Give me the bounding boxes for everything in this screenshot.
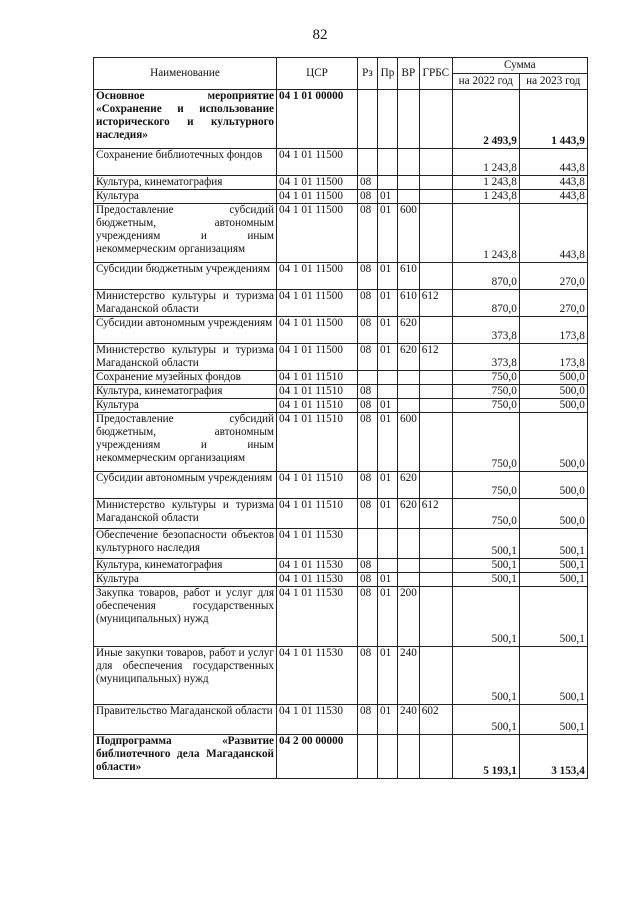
row-name: Культура, кинематография [94, 559, 277, 573]
table-row [94, 149, 588, 176]
row-sum-2022: 1 243,8 [452, 204, 519, 263]
row-pr: 01 [378, 472, 398, 499]
row-grbs [419, 587, 452, 647]
row-sum-2023: 500,1 [519, 705, 587, 735]
row-rz: 08 [358, 176, 378, 190]
row-rz: 08 [358, 573, 378, 587]
row-grbs [419, 317, 452, 344]
row-pr: 01 [378, 499, 398, 529]
table-row [94, 735, 588, 779]
row-rz: 08 [358, 705, 378, 735]
row-pr [378, 559, 398, 573]
row-csr: 04 1 01 11500 [277, 204, 358, 263]
row-name: Культура [94, 399, 277, 413]
row-rz [358, 529, 378, 559]
row-sum-2022: 750,0 [452, 413, 519, 472]
table-row [94, 176, 588, 190]
row-csr: 04 1 01 11510 [277, 399, 358, 413]
row-csr: 04 1 01 11530 [277, 587, 358, 647]
row-grbs: 612 [419, 499, 452, 529]
table-row [94, 399, 588, 413]
row-rz: 08 [358, 263, 378, 290]
row-vr [398, 573, 420, 587]
table-row [94, 190, 588, 204]
row-name: Министерство культуры и туризма Магаданской области [94, 344, 277, 371]
row-grbs: 612 [419, 290, 452, 317]
row-name: Предоставление субсидий бюджетным, автономным учреждениям и иным некоммерческим организациям [94, 204, 277, 263]
row-pr [378, 371, 398, 385]
row-sum-2022: 2 493,9 [452, 90, 519, 149]
row-rz: 08 [358, 472, 378, 499]
row-csr: 04 1 01 11500 [277, 149, 358, 176]
row-csr: 04 1 01 11530 [277, 529, 358, 559]
table-row [94, 472, 588, 499]
row-sum-2022: 500,1 [452, 587, 519, 647]
row-vr: 620 [398, 317, 420, 344]
header-pr: Пр [378, 58, 398, 90]
row-rz: 08 [358, 587, 378, 647]
row-pr: 01 [378, 317, 398, 344]
row-csr: 04 1 01 11530 [277, 647, 358, 705]
row-vr: 600 [398, 204, 420, 263]
row-sum-2023: 1 443,9 [519, 90, 587, 149]
row-grbs: 612 [419, 344, 452, 371]
row-sum-2022: 500,1 [452, 647, 519, 705]
row-sum-2022: 500,1 [452, 705, 519, 735]
row-vr [398, 190, 420, 204]
row-name: Правительство Магаданской области [94, 705, 277, 735]
row-pr: 01 [378, 204, 398, 263]
header-grbs: ГРБС [419, 58, 452, 90]
row-name: Основное мероприятие «Сохранение и использование исторического и культурного наследия» [94, 90, 277, 149]
row-csr: 04 1 01 00000 [277, 90, 358, 149]
row-pr [378, 385, 398, 399]
budget-table [93, 57, 588, 779]
row-sum-2022: 500,1 [452, 559, 519, 573]
row-rz: 08 [358, 204, 378, 263]
row-csr: 04 1 01 11510 [277, 371, 358, 385]
row-rz: 08 [358, 290, 378, 317]
row-grbs [419, 371, 452, 385]
row-vr [398, 735, 420, 779]
row-pr: 01 [378, 290, 398, 317]
row-csr: 04 1 01 11530 [277, 573, 358, 587]
row-sum-2023: 500,1 [519, 647, 587, 705]
row-pr: 01 [378, 344, 398, 371]
row-grbs [419, 190, 452, 204]
row-pr: 01 [378, 413, 398, 472]
row-csr: 04 1 01 11500 [277, 263, 358, 290]
row-sum-2023: 500,0 [519, 385, 587, 399]
table-row [94, 90, 588, 149]
row-csr: 04 1 01 11500 [277, 176, 358, 190]
row-pr: 01 [378, 705, 398, 735]
row-sum-2022: 870,0 [452, 290, 519, 317]
row-name: Культура [94, 190, 277, 204]
row-vr [398, 559, 420, 573]
row-grbs [419, 735, 452, 779]
row-grbs [419, 263, 452, 290]
table-header [94, 58, 588, 90]
row-grbs [419, 385, 452, 399]
table-body [94, 90, 588, 779]
row-grbs [419, 176, 452, 190]
row-grbs [419, 204, 452, 263]
row-pr [378, 176, 398, 190]
row-name: Министерство культуры и туризма Магаданской области [94, 499, 277, 529]
row-sum-2023: 500,1 [519, 587, 587, 647]
row-sum-2023: 500,0 [519, 413, 587, 472]
row-csr: 04 1 01 11530 [277, 559, 358, 573]
row-pr: 01 [378, 647, 398, 705]
row-sum-2022: 750,0 [452, 472, 519, 499]
row-sum-2023: 443,8 [519, 176, 587, 190]
row-vr: 610 [398, 290, 420, 317]
header-rz: Рз [358, 58, 378, 90]
row-csr: 04 1 01 11500 [277, 290, 358, 317]
row-grbs [419, 90, 452, 149]
table-row [94, 344, 588, 371]
row-sum-2023: 173,8 [519, 317, 587, 344]
header-name: Наименование [94, 58, 277, 90]
row-sum-2023: 500,0 [519, 371, 587, 385]
row-name: Закупка товаров, работ и услуг для обеспечения государственных (муниципальных) нужд [94, 587, 277, 647]
row-sum-2023: 270,0 [519, 290, 587, 317]
row-sum-2023: 500,1 [519, 573, 587, 587]
row-vr [398, 371, 420, 385]
row-csr: 04 1 01 11500 [277, 190, 358, 204]
row-name: Сохранение музейных фондов [94, 371, 277, 385]
header-csr: ЦСР [277, 58, 358, 90]
row-name: Предоставление субсидий бюджетным, автономным учреждениям и иным некоммерческим организациям [94, 413, 277, 472]
row-vr: 620 [398, 472, 420, 499]
row-csr: 04 1 01 11530 [277, 705, 358, 735]
row-pr: 01 [378, 190, 398, 204]
row-rz [358, 735, 378, 779]
row-sum-2022: 500,1 [452, 573, 519, 587]
row-sum-2022: 500,1 [452, 529, 519, 559]
row-rz: 08 [358, 317, 378, 344]
row-name: Субсидии автономным учреждениям [94, 472, 277, 499]
table-row [94, 573, 588, 587]
row-grbs [419, 472, 452, 499]
row-sum-2022: 1 243,8 [452, 149, 519, 176]
row-sum-2023: 270,0 [519, 263, 587, 290]
row-pr: 01 [378, 573, 398, 587]
row-sum-2023: 443,8 [519, 149, 587, 176]
row-csr: 04 1 01 11500 [277, 317, 358, 344]
row-vr [398, 176, 420, 190]
table-row [94, 385, 588, 399]
row-name: Культура [94, 573, 277, 587]
row-sum-2022: 750,0 [452, 399, 519, 413]
row-vr [398, 399, 420, 413]
row-vr: 600 [398, 413, 420, 472]
row-sum-2022: 750,0 [452, 385, 519, 399]
row-grbs [419, 529, 452, 559]
table-row [94, 371, 588, 385]
row-vr: 240 [398, 647, 420, 705]
row-sum-2023: 3 153,4 [519, 735, 587, 779]
row-sum-2022: 1 243,8 [452, 190, 519, 204]
row-sum-2023: 500,1 [519, 529, 587, 559]
row-rz: 08 [358, 559, 378, 573]
row-grbs [419, 647, 452, 705]
table-row [94, 587, 588, 647]
row-grbs [419, 559, 452, 573]
header-year-2022: на 2022 год [452, 74, 519, 90]
row-vr: 200 [398, 587, 420, 647]
row-vr: 240 [398, 705, 420, 735]
row-name: Обеспечение безопасности объектов культурного наследия [94, 529, 277, 559]
row-rz: 08 [358, 190, 378, 204]
row-sum-2023: 500,0 [519, 399, 587, 413]
row-name: Культура, кинематография [94, 385, 277, 399]
row-grbs [419, 413, 452, 472]
row-csr: 04 1 01 11500 [277, 344, 358, 371]
row-sum-2023: 500,1 [519, 559, 587, 573]
row-vr: 620 [398, 499, 420, 529]
row-sum-2023: 173,8 [519, 344, 587, 371]
row-vr: 610 [398, 263, 420, 290]
row-csr: 04 1 01 11510 [277, 413, 358, 472]
row-csr: 04 2 00 00000 [277, 735, 358, 779]
row-pr [378, 149, 398, 176]
row-rz: 08 [358, 499, 378, 529]
row-csr: 04 1 01 11510 [277, 385, 358, 399]
row-pr: 01 [378, 399, 398, 413]
table-row [94, 559, 588, 573]
header-sum: Сумма [452, 58, 587, 74]
row-vr [398, 90, 420, 149]
row-sum-2022: 1 243,8 [452, 176, 519, 190]
row-name: Субсидии автономным учреждениям [94, 317, 277, 344]
table-row [94, 263, 588, 290]
row-rz: 08 [358, 413, 378, 472]
row-grbs [419, 573, 452, 587]
row-vr: 620 [398, 344, 420, 371]
header-vr: ВР [398, 58, 420, 90]
table-row [94, 413, 588, 472]
row-pr [378, 529, 398, 559]
row-rz: 08 [358, 399, 378, 413]
row-sum-2023: 443,8 [519, 190, 587, 204]
row-sum-2023: 443,8 [519, 204, 587, 263]
row-csr: 04 1 01 11510 [277, 472, 358, 499]
row-sum-2023: 500,0 [519, 499, 587, 529]
table-row [94, 290, 588, 317]
row-pr [378, 90, 398, 149]
row-sum-2022: 373,8 [452, 344, 519, 371]
row-rz [358, 371, 378, 385]
table-row [94, 529, 588, 559]
row-name: Министерство культуры и туризма Магаданской области [94, 290, 277, 317]
header-year-2023: на 2023 год [519, 74, 587, 90]
row-grbs [419, 149, 452, 176]
row-sum-2022: 373,8 [452, 317, 519, 344]
row-sum-2022: 750,0 [452, 371, 519, 385]
row-csr: 04 1 01 11510 [277, 499, 358, 529]
row-rz [358, 149, 378, 176]
row-rz: 08 [358, 385, 378, 399]
row-sum-2023: 500,0 [519, 472, 587, 499]
row-rz: 08 [358, 647, 378, 705]
table-row [94, 499, 588, 529]
row-pr: 01 [378, 587, 398, 647]
row-sum-2022: 750,0 [452, 499, 519, 529]
row-vr [398, 385, 420, 399]
row-vr [398, 149, 420, 176]
row-name: Подпрограмма «Развитие библиотечного дела Магаданской области» [94, 735, 277, 779]
row-vr [398, 529, 420, 559]
row-grbs: 602 [419, 705, 452, 735]
row-name: Субсидии бюджетным учреждениям [94, 263, 277, 290]
row-sum-2022: 5 193,1 [452, 735, 519, 779]
row-sum-2022: 870,0 [452, 263, 519, 290]
row-pr [378, 735, 398, 779]
row-pr: 01 [378, 263, 398, 290]
row-name: Иные закупки товаров, работ и услуг для обеспечения государственных (муниципальных) нужд [94, 647, 277, 705]
table-row [94, 317, 588, 344]
row-rz [358, 90, 378, 149]
table-row [94, 647, 588, 705]
table-row [94, 204, 588, 263]
row-name: Сохранение библиотечных фондов [94, 149, 277, 176]
row-rz: 08 [358, 344, 378, 371]
row-name: Культура, кинематография [94, 176, 277, 190]
row-grbs [419, 399, 452, 413]
page-number: 82 [312, 27, 328, 43]
table-row [94, 705, 588, 735]
